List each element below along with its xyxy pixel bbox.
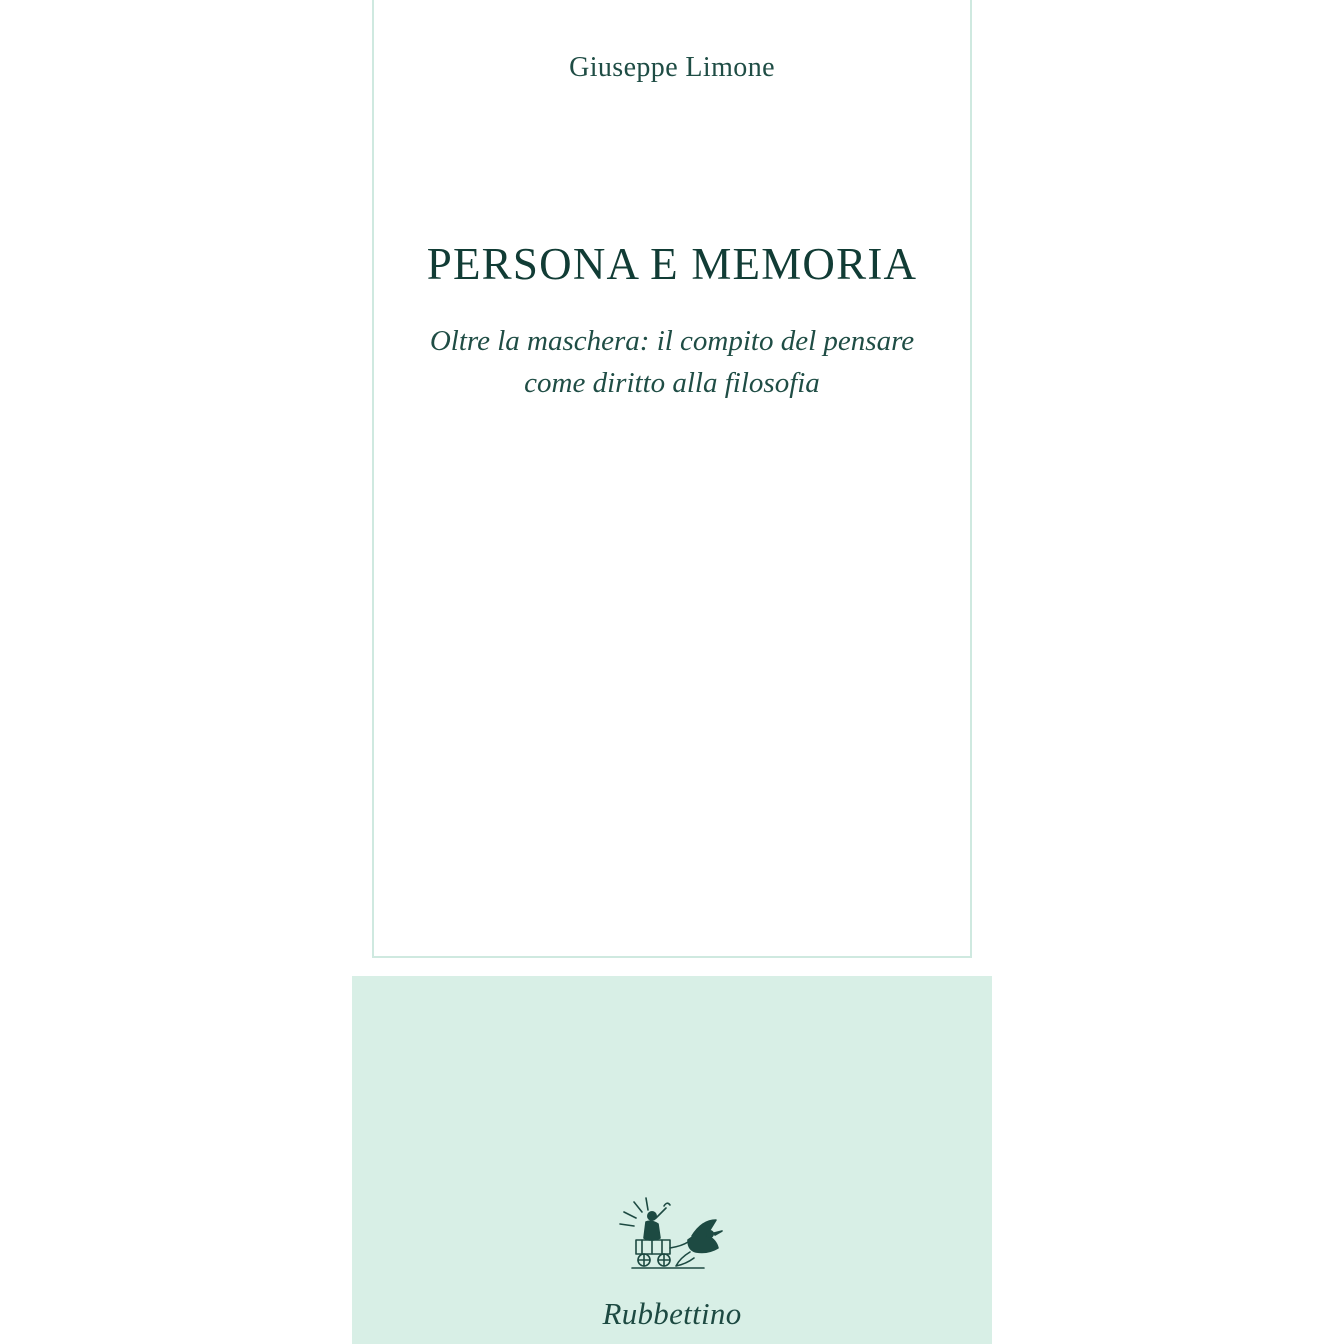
book-subtitle (352, 320, 992, 404)
subtitle-line-2: come diritto alla filosofia (524, 367, 820, 400)
book-cover (352, 0, 992, 1344)
cover-upper-panel (352, 0, 992, 976)
cover-frame-border (372, 0, 972, 958)
publisher-block (352, 1196, 992, 1332)
book-title: PERSONA E MEMORIA (426, 239, 918, 289)
subtitle-line-1: Oltre la maschera: il compito del pensare (429, 325, 915, 357)
publisher-name: Rubbettino (602, 1296, 742, 1331)
author-name: Giuseppe Limone (569, 52, 775, 83)
winged-figure-chariot-icon (612, 1196, 732, 1288)
